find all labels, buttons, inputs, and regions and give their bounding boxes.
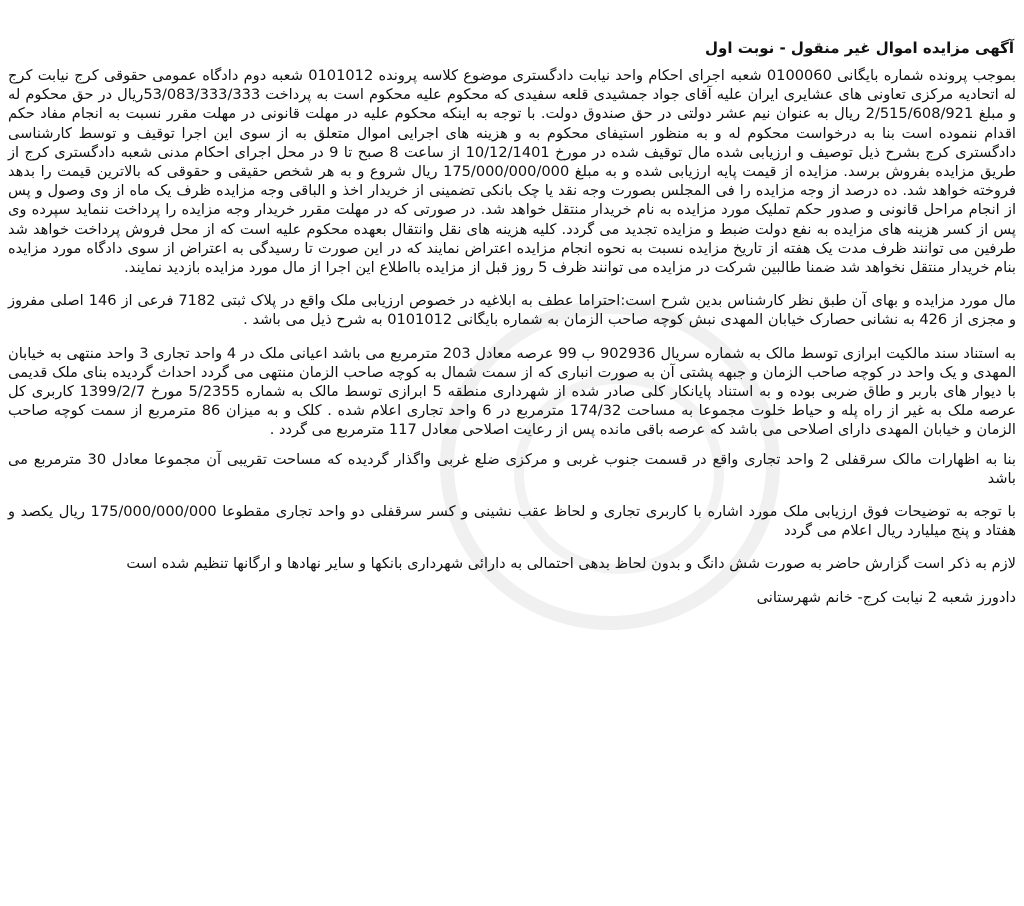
notice-closing-note: لازم به ذکر است گزارش حاضر به صورت شش دانگ و بدون لحاظ بدهی احتمالی به دارائی شهرداری بانکها و سایر نهادها و ارگانها تنظیم شده است — [126, 555, 1016, 573]
notice-paragraph-deed: به استناد سند مالکیت ابرازی توسط مالک به شماره سریال 902936 ب 99 عرصه معادل 203 مترمربع می باشد اعیانی ملک در 4 واحد تجاری 3 واحد منتهی به خیابان المهدی و یک واحد در کوچه صاحب الزمان و جبهه پشتی آن به صورت انباری که از سمت شمال به کوچه صاحب الزمان منتهی می گردد احداث گردیده بنای ملک قدیمی با دیوار های باربر و طاق ضربی بوده و به استناد پایانکار کلی صادر شده از شهرداری منطقه 5 ابرازی توسط مالک به شماره 5/2355 مورخ 1399/2/7 کاربری کل عرصه ملک به غیر از راه پله و حیاط خلوت مجموعا به مساحت 174/32 مترمربع در 6 واحد تجاری اعلام شده . کلک و به میزان 86 مترمربع از سمت کوچه صاحب الزمان و خیابان المهدی دارای اصلاحی می باشد که عرصه باقی مانده پس از رعایت اصلاحی معادل 117 مترمربع می گردد . — [8, 344, 1017, 439]
notice-title: آگهی مزایده اموال غیر منقول - نوبت اول — [705, 39, 1014, 57]
notice-signature: دادورز شعبه 2 نیابت کرج- خانم شهرستانی — [756, 588, 1016, 606]
notice-paragraph-valuation: با توجه به توضیحات فوق ارزیابی ملک مورد اشاره با کاربری تجاری و لحاظ عقب نشینی و کسر سرقفلی دو واحد تجاری مقطوعا 175/000/000/000 ریال یکصد و هفتاد و پنج میلیارد ریال اعلام می گردد — [8, 503, 1016, 540]
notice-paragraph-main: بموجب پرونده شماره بایگانی 0100060 شعبه اجرای احکام واحد نیابت دادگستری موضوع کلاسه پرونده 0101012 شعبه دوم دادگاه عمومی حقوقی کرج نیابت کرج له اتحادیه مرکزی تعاونی های عشایری ایران علیه آقای جواد جمشیدی قلعه سفیدی که محکوم علیه محکوم است به پرداخت 53/083/333/333ریال در حق محکوم له و مبلغ 2/515/608/921 ریال به عنوان نیم عشر دولتی در حق صندوق دولت. با توجه به اینکه محکوم علیه در مهلت قانونی در مهلت مقرر نسبت به انجام مفاد حکم اقدام ننموده است بنا به درخواست محکوم له و به منظور استیفای محکوم به و هزینه های اجرایی اموال متعلق به از سوی این اجرا توقیف و توسط کارشناسی دادگستری کرج بشرح ذیل توصیف و ارزیابی شده مال توقیف شده در مورخ 10/12/1401 از ساعت 8 صبح تا 9 در محل اجرای احکام مدنی شعبه دادگستری کرج از طریق مزایده بفروش برسد. مزایده از قیمت پایه ارزیابی شده و به مبلغ 175/000/000/000 ریال شروع و به هر شخص حقیقی و حقوقی که بالاترین قیمت را بدهد فروخته خواهد شد. ده درصد از وجه مزایده را فی المجلس بصورت وجه نقد یا چک بانکی تضمینی از خریدار اخذ و الباقی وجه مزایده ظرف یک ماه از وی وصول و پس از انجام مراحل قانونی و صدور حکم تملیک مورد مزایده به نام خریدار منتقل خواهد شد. در صورتی که در مهلت مقرر خریدار وجه مزایده را پرداخت ننماید سپرده وی پس از کسر هزینه های مزایده به نفع دولت ضبط و مزایده تجدید می گردد. کلیه هزینه های نقل وانتقال بعهده محکوم علیه است که از محل فروش پرداخت خواهد شد طرفین می توانند ظرف مدت یک هفته از تاریخ مزایده نسبت به نحوه انجام مزایده اعتراض نمایند که در این صورت تا رسیدگی به اعتراض از سوی دادگاه مورد مزایده بنام خریدار منتقل نخواهد شد ضمنا طالبین شرکت در مزایده می توانند ظرف 5 روز قبل از مزایده بااطلاع این اجرا از مال مورد مزایده بازدید نمایند. — [8, 67, 1016, 277]
notice-paragraph-property: مال مورد مزایده و بهای آن طبق نظر کارشناس بدین شرح است:احتراما عطف به ابلاغیه در خصوص ارزیابی ملک واقع در پلاک ثبتی 7182 فرعی از 146 اصلی مفروز و مجزی از 426 به نشانی حصارک خیابان المهدی نبش کوچه صاحب الزمان به شماره بایگانی 0101012 به شرح ذیل می باشد . — [8, 292, 1016, 329]
notice-paragraph-goodwill: بنا به اظهارات مالک سرقفلی 2 واحد تجاری واقع در قسمت جنوب غربی و مرکزی ضلع غربی واگذار گردیده که مساحت تقریبی آن مجموعا معادل 30 مترمربع می باشد — [8, 450, 1016, 487]
